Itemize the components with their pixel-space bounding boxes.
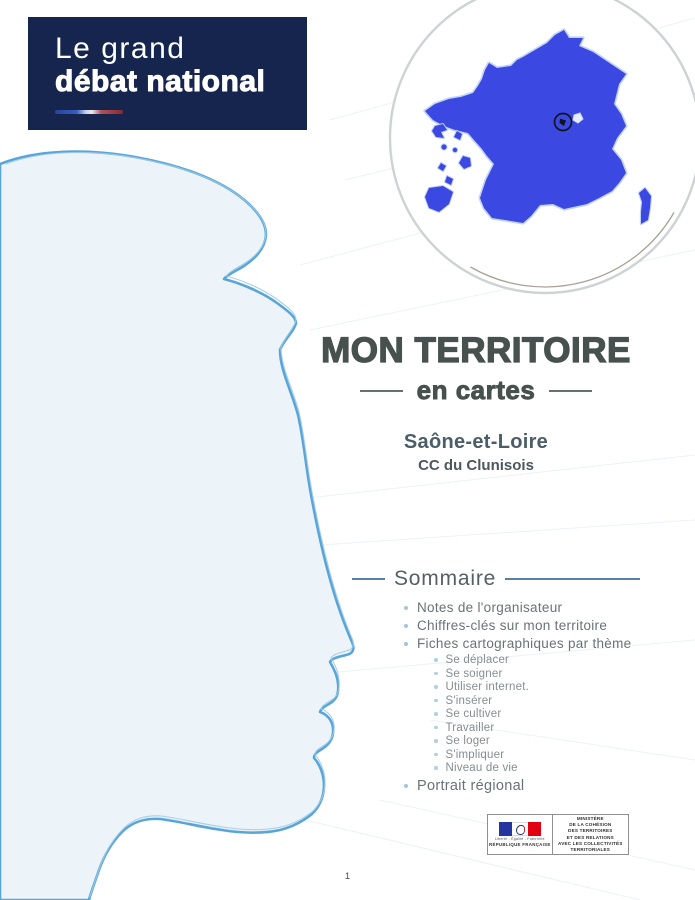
sommaire-subitem <box>434 668 640 680</box>
sommaire-item <box>404 778 640 794</box>
sommaire-item-label: Travailler <box>445 721 495 734</box>
region-name: Saône-et-Loire <box>403 431 549 453</box>
face-profile-sketch <box>0 140 360 900</box>
sommaire-item-label: Utiliser internet. <box>445 681 529 693</box>
tricolor-underline-icon <box>55 110 123 114</box>
bullet-icon <box>404 642 408 646</box>
territory-name: CC du Clunisois <box>418 457 534 474</box>
bullet-icon <box>434 766 438 770</box>
sommaire-item <box>404 600 640 615</box>
sommaire-heading: Sommaire <box>394 567 497 590</box>
sommaire-item-label: Se cultiver <box>445 708 502 720</box>
sommaire-subitem <box>434 681 640 693</box>
sommaire-item-label: Niveau de vie <box>445 762 518 774</box>
bullet-icon <box>434 685 438 689</box>
sommaire-right-line <box>505 578 640 580</box>
sommaire-item-label: S'impliquer <box>445 748 505 761</box>
ministry-line: AVEC LES COLLECTIVITÉS <box>558 840 623 846</box>
page-subtitle: en cartes <box>416 375 536 405</box>
ministry-line: ET DES RELATIONS <box>566 834 614 840</box>
logo-line2: débat national <box>55 64 266 98</box>
subtitle-left-dash <box>360 390 403 392</box>
logo-line1: Le grand <box>55 32 186 65</box>
subtitle-row <box>318 375 634 406</box>
sommaire-subitem <box>434 722 640 734</box>
bullet-icon <box>404 784 408 788</box>
bullet-icon <box>434 699 438 703</box>
bullet-icon <box>434 753 438 757</box>
bullet-icon <box>434 712 438 716</box>
republic-motto: Liberté - Égalité - Fraternité <box>494 837 545 841</box>
sommaire-item-label: Portrait régional <box>417 778 525 794</box>
sommaire-item-label: Se soigner <box>445 667 503 680</box>
sommaire-subitem <box>434 708 640 720</box>
republic-name: RÉPUBLIQUE FRANÇAISE <box>489 842 551 847</box>
corsica <box>639 188 651 224</box>
ministry-logo-block <box>487 814 629 855</box>
sommaire-section <box>352 567 640 797</box>
ministry-name <box>553 815 628 854</box>
sommaire-heading-row <box>352 567 640 591</box>
marianne-flag-icon <box>499 822 541 836</box>
bullet-icon <box>434 739 438 743</box>
sommaire-left-dash <box>352 578 385 580</box>
bullet-icon <box>434 658 438 662</box>
sommaire-item-label: Se déplacer <box>445 654 510 666</box>
ministry-line: MINISTÈRE <box>576 815 604 821</box>
face-outline <box>0 152 353 900</box>
sommaire-item-label: Notes de l'organisateur <box>417 600 563 615</box>
ministry-line: DE LA COHÉSION <box>569 822 612 828</box>
bullet-icon <box>404 606 408 610</box>
sommaire-subitem <box>434 735 640 747</box>
page-number: 1 <box>344 871 351 882</box>
subtitle-right-dash <box>549 390 592 392</box>
sommaire-item-label: Se loger <box>445 735 490 747</box>
sommaire-subitem <box>434 762 640 774</box>
sommaire-subitem <box>434 654 640 666</box>
sommaire-subitem <box>434 695 640 707</box>
ministry-line: TERRITORIALES <box>570 846 611 852</box>
sommaire-subitem <box>434 749 640 761</box>
sommaire-item <box>404 636 640 651</box>
bullet-icon <box>434 726 438 730</box>
republic-emblem <box>488 815 553 854</box>
grand-debat-logo <box>28 17 307 130</box>
page-title: MON TERRITOIRE <box>321 331 631 370</box>
ministry-line: DES TERRITOIRES <box>568 828 613 834</box>
bullet-icon <box>404 624 408 628</box>
france-map-medallion <box>383 0 695 310</box>
sommaire-item <box>404 618 640 633</box>
sommaire-item-label: S'insérer <box>445 694 493 707</box>
title-block <box>318 333 634 474</box>
bullet-icon <box>434 672 438 676</box>
sommaire-list <box>352 600 640 794</box>
sommaire-item-label: Fiches cartographiques par thème <box>417 636 632 651</box>
sommaire-item-label: Chiffres-clés sur mon territoire <box>417 618 608 633</box>
